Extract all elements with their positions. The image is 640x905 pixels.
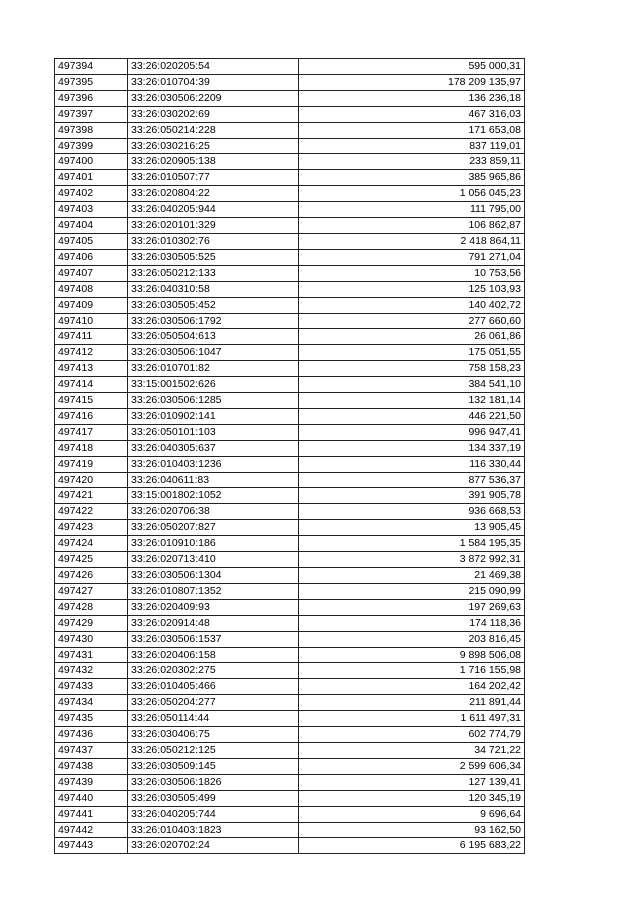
table-row xyxy=(55,138,525,154)
cadastral-number-cell: 33:26:020914:48 xyxy=(128,615,299,631)
cadastral-number-cell: 33:26:040611:83 xyxy=(128,472,299,488)
table-row xyxy=(55,122,525,138)
cadastral-number-cell: 33:26:020905:138 xyxy=(128,154,299,170)
cadastral-value-cell: 1 056 045,23 xyxy=(299,186,525,202)
cadastral-number-cell: 33:26:010507:77 xyxy=(128,170,299,186)
cadastral-number-cell: 33:26:020706:38 xyxy=(128,504,299,520)
cadastral-number-cell: 33:26:020702:24 xyxy=(128,838,299,854)
row-id-cell: 497414 xyxy=(55,377,128,393)
table-row xyxy=(55,727,525,743)
row-id-cell: 497413 xyxy=(55,361,128,377)
table-row xyxy=(55,361,525,377)
row-id-cell: 497420 xyxy=(55,472,128,488)
cadastral-number-cell: 33:26:040305:637 xyxy=(128,440,299,456)
row-id-cell: 497411 xyxy=(55,329,128,345)
row-id-cell: 497431 xyxy=(55,647,128,663)
row-id-cell: 497436 xyxy=(55,727,128,743)
table-row xyxy=(55,647,525,663)
cadastral-value-cell: 2 599 606,34 xyxy=(299,758,525,774)
cadastral-value-cell: 134 337,19 xyxy=(299,440,525,456)
cadastral-value-cell: 26 061,86 xyxy=(299,329,525,345)
table-row xyxy=(55,663,525,679)
table-row xyxy=(55,504,525,520)
table-row xyxy=(55,313,525,329)
row-id-cell: 497400 xyxy=(55,154,128,170)
cadastral-value-cell: 936 668,53 xyxy=(299,504,525,520)
row-id-cell: 497421 xyxy=(55,488,128,504)
table-row xyxy=(55,202,525,218)
cadastral-number-cell: 33:15:001802:1052 xyxy=(128,488,299,504)
table-row xyxy=(55,520,525,536)
cadastral-number-cell: 33:26:020409:93 xyxy=(128,599,299,615)
cadastral-value-cell: 140 402,72 xyxy=(299,297,525,313)
cadastral-value-cell: 595 000,31 xyxy=(299,59,525,75)
cadastral-number-cell: 33:26:020713:410 xyxy=(128,552,299,568)
row-id-cell: 497443 xyxy=(55,838,128,854)
cadastral-number-cell: 33:26:050504:613 xyxy=(128,329,299,345)
cadastral-number-cell: 33:26:010701:82 xyxy=(128,361,299,377)
row-id-cell: 497415 xyxy=(55,393,128,409)
table-row xyxy=(55,265,525,281)
cadastral-number-cell: 33:26:030202:69 xyxy=(128,106,299,122)
row-id-cell: 497442 xyxy=(55,822,128,838)
row-id-cell: 497419 xyxy=(55,456,128,472)
cadastral-value-cell: 837 119,01 xyxy=(299,138,525,154)
table-row xyxy=(55,393,525,409)
row-id-cell: 497396 xyxy=(55,90,128,106)
cadastral-value-cell: 116 330,44 xyxy=(299,456,525,472)
cadastral-value-cell: 34 721,22 xyxy=(299,742,525,758)
cadastral-value-cell: 277 660,60 xyxy=(299,313,525,329)
cadastral-number-cell: 33:26:020406:158 xyxy=(128,647,299,663)
cadastral-number-cell: 33:26:010403:1236 xyxy=(128,456,299,472)
cadastral-value-cell: 467 316,03 xyxy=(299,106,525,122)
row-id-cell: 497439 xyxy=(55,774,128,790)
row-id-cell: 497417 xyxy=(55,424,128,440)
cadastral-number-cell: 33:26:050101:103 xyxy=(128,424,299,440)
table-body xyxy=(55,59,525,854)
cadastral-value-cell: 877 536,37 xyxy=(299,472,525,488)
cadastral-value-cell: 120 345,19 xyxy=(299,790,525,806)
table-row xyxy=(55,552,525,568)
row-id-cell: 497395 xyxy=(55,74,128,90)
cadastral-value-cell: 9 898 506,08 xyxy=(299,647,525,663)
cadastral-value-cell: 1 584 195,35 xyxy=(299,536,525,552)
row-id-cell: 497394 xyxy=(55,59,128,75)
table-row xyxy=(55,615,525,631)
cadastral-number-cell: 33:26:010910:186 xyxy=(128,536,299,552)
table-row xyxy=(55,377,525,393)
row-id-cell: 497427 xyxy=(55,583,128,599)
cadastral-value-cell: 132 181,14 xyxy=(299,393,525,409)
table-row xyxy=(55,758,525,774)
cadastral-value-cell: 446 221,50 xyxy=(299,408,525,424)
table-row xyxy=(55,233,525,249)
cadastral-value-cell: 125 103,93 xyxy=(299,281,525,297)
cadastral-number-cell: 33:26:010704:39 xyxy=(128,74,299,90)
table-row xyxy=(55,218,525,234)
cadastral-number-cell: 33:26:010405:466 xyxy=(128,679,299,695)
table-row xyxy=(55,774,525,790)
cadastral-value-cell: 758 158,23 xyxy=(299,361,525,377)
cadastral-value-cell: 211 891,44 xyxy=(299,695,525,711)
table-row xyxy=(55,424,525,440)
table-row xyxy=(55,488,525,504)
cadastral-value-cell: 174 118,36 xyxy=(299,615,525,631)
cadastral-number-cell: 33:26:020205:54 xyxy=(128,59,299,75)
cadastral-value-cell: 10 753,56 xyxy=(299,265,525,281)
row-id-cell: 497433 xyxy=(55,679,128,695)
cadastral-value-cell: 13 905,45 xyxy=(299,520,525,536)
row-id-cell: 497398 xyxy=(55,122,128,138)
row-id-cell: 497407 xyxy=(55,265,128,281)
cadastral-value-cell: 175 051,55 xyxy=(299,345,525,361)
row-id-cell: 497406 xyxy=(55,249,128,265)
table-row xyxy=(55,440,525,456)
row-id-cell: 497428 xyxy=(55,599,128,615)
cadastral-value-cell: 791 271,04 xyxy=(299,249,525,265)
table-row xyxy=(55,695,525,711)
table-row xyxy=(55,822,525,838)
row-id-cell: 497440 xyxy=(55,790,128,806)
cadastral-number-cell: 33:26:030216:25 xyxy=(128,138,299,154)
cadastral-value-cell: 21 469,38 xyxy=(299,568,525,584)
cadastral-value-cell: 233 859,11 xyxy=(299,154,525,170)
cadastral-value-cell: 215 090,99 xyxy=(299,583,525,599)
table-row xyxy=(55,281,525,297)
row-id-cell: 497399 xyxy=(55,138,128,154)
row-id-cell: 497438 xyxy=(55,758,128,774)
cadastral-number-cell: 33:26:010403:1823 xyxy=(128,822,299,838)
table-row xyxy=(55,806,525,822)
cadastral-number-cell: 33:26:040205:744 xyxy=(128,806,299,822)
cadastral-number-cell: 33:15:001502:626 xyxy=(128,377,299,393)
cadastral-number-cell: 33:26:040205:944 xyxy=(128,202,299,218)
cadastral-number-cell: 33:26:050207:827 xyxy=(128,520,299,536)
cadastral-number-cell: 33:26:030506:1047 xyxy=(128,345,299,361)
table-row xyxy=(55,583,525,599)
table-row xyxy=(55,249,525,265)
table-row xyxy=(55,59,525,75)
table-row xyxy=(55,711,525,727)
cadastral-value-table xyxy=(54,58,525,854)
cadastral-value-cell: 93 162,50 xyxy=(299,822,525,838)
cadastral-number-cell: 33:26:030506:1285 xyxy=(128,393,299,409)
cadastral-number-cell: 33:26:050212:133 xyxy=(128,265,299,281)
cadastral-number-cell: 33:26:050212:125 xyxy=(128,742,299,758)
cadastral-number-cell: 33:26:020302:275 xyxy=(128,663,299,679)
cadastral-value-cell: 197 269,63 xyxy=(299,599,525,615)
cadastral-value-cell: 164 202,42 xyxy=(299,679,525,695)
cadastral-number-cell: 33:26:010302:76 xyxy=(128,233,299,249)
cadastral-number-cell: 33:26:040310:58 xyxy=(128,281,299,297)
row-id-cell: 497434 xyxy=(55,695,128,711)
table-row xyxy=(55,186,525,202)
row-id-cell: 497425 xyxy=(55,552,128,568)
cadastral-value-cell: 2 418 864,11 xyxy=(299,233,525,249)
cadastral-number-cell: 33:26:050214:228 xyxy=(128,122,299,138)
cadastral-number-cell: 33:26:010807:1352 xyxy=(128,583,299,599)
table-row xyxy=(55,345,525,361)
cadastral-value-cell: 171 653,08 xyxy=(299,122,525,138)
cadastral-value-cell: 996 947,41 xyxy=(299,424,525,440)
cadastral-value-cell: 106 862,87 xyxy=(299,218,525,234)
cadastral-number-cell: 33:26:050204:277 xyxy=(128,695,299,711)
table-row xyxy=(55,170,525,186)
cadastral-value-cell: 127 139,41 xyxy=(299,774,525,790)
row-id-cell: 497403 xyxy=(55,202,128,218)
cadastral-number-cell: 33:26:020101:329 xyxy=(128,218,299,234)
row-id-cell: 497409 xyxy=(55,297,128,313)
cadastral-value-cell: 384 541,10 xyxy=(299,377,525,393)
cadastral-number-cell: 33:26:030406:75 xyxy=(128,727,299,743)
row-id-cell: 497422 xyxy=(55,504,128,520)
table-row xyxy=(55,599,525,615)
cadastral-number-cell: 33:26:030506:1826 xyxy=(128,774,299,790)
row-id-cell: 497405 xyxy=(55,233,128,249)
row-id-cell: 497432 xyxy=(55,663,128,679)
table-row xyxy=(55,408,525,424)
table-row xyxy=(55,154,525,170)
row-id-cell: 497426 xyxy=(55,568,128,584)
row-id-cell: 497401 xyxy=(55,170,128,186)
row-id-cell: 497435 xyxy=(55,711,128,727)
table-row xyxy=(55,297,525,313)
cadastral-value-cell: 602 774,79 xyxy=(299,727,525,743)
row-id-cell: 497416 xyxy=(55,408,128,424)
table-row xyxy=(55,472,525,488)
row-id-cell: 497412 xyxy=(55,345,128,361)
cadastral-value-cell: 3 872 992,31 xyxy=(299,552,525,568)
row-id-cell: 497408 xyxy=(55,281,128,297)
table-row xyxy=(55,838,525,854)
row-id-cell: 497441 xyxy=(55,806,128,822)
row-id-cell: 497404 xyxy=(55,218,128,234)
cadastral-value-cell: 1 611 497,31 xyxy=(299,711,525,727)
cadastral-number-cell: 33:26:030505:499 xyxy=(128,790,299,806)
cadastral-number-cell: 33:26:030509:145 xyxy=(128,758,299,774)
table-row xyxy=(55,456,525,472)
row-id-cell: 497423 xyxy=(55,520,128,536)
cadastral-number-cell: 33:26:030506:1304 xyxy=(128,568,299,584)
cadastral-value-cell: 9 696,64 xyxy=(299,806,525,822)
row-id-cell: 497437 xyxy=(55,742,128,758)
table-row xyxy=(55,631,525,647)
table-row xyxy=(55,74,525,90)
cadastral-value-cell: 1 716 155,98 xyxy=(299,663,525,679)
table-row xyxy=(55,329,525,345)
row-id-cell: 497429 xyxy=(55,615,128,631)
cadastral-value-cell: 6 195 683,22 xyxy=(299,838,525,854)
cadastral-number-cell: 33:26:010902:141 xyxy=(128,408,299,424)
table-row xyxy=(55,568,525,584)
row-id-cell: 497397 xyxy=(55,106,128,122)
row-id-cell: 497418 xyxy=(55,440,128,456)
table-row xyxy=(55,742,525,758)
cadastral-number-cell: 33:26:030506:1792 xyxy=(128,313,299,329)
row-id-cell: 497430 xyxy=(55,631,128,647)
table-row xyxy=(55,90,525,106)
cadastral-value-cell: 178 209 135,97 xyxy=(299,74,525,90)
cadastral-value-cell: 385 965,86 xyxy=(299,170,525,186)
cadastral-number-cell: 33:26:050114:44 xyxy=(128,711,299,727)
table-row xyxy=(55,106,525,122)
table-row xyxy=(55,679,525,695)
cadastral-value-cell: 391 905,78 xyxy=(299,488,525,504)
cadastral-number-cell: 33:26:030505:525 xyxy=(128,249,299,265)
row-id-cell: 497424 xyxy=(55,536,128,552)
cadastral-value-cell: 136 236,18 xyxy=(299,90,525,106)
table-row xyxy=(55,536,525,552)
cadastral-value-cell: 203 816,45 xyxy=(299,631,525,647)
cadastral-value-cell: 111 795,00 xyxy=(299,202,525,218)
cadastral-number-cell: 33:26:030506:1537 xyxy=(128,631,299,647)
cadastral-number-cell: 33:26:030506:2209 xyxy=(128,90,299,106)
cadastral-number-cell: 33:26:030505:452 xyxy=(128,297,299,313)
row-id-cell: 497402 xyxy=(55,186,128,202)
table-row xyxy=(55,790,525,806)
cadastral-number-cell: 33:26:020804:22 xyxy=(128,186,299,202)
row-id-cell: 497410 xyxy=(55,313,128,329)
